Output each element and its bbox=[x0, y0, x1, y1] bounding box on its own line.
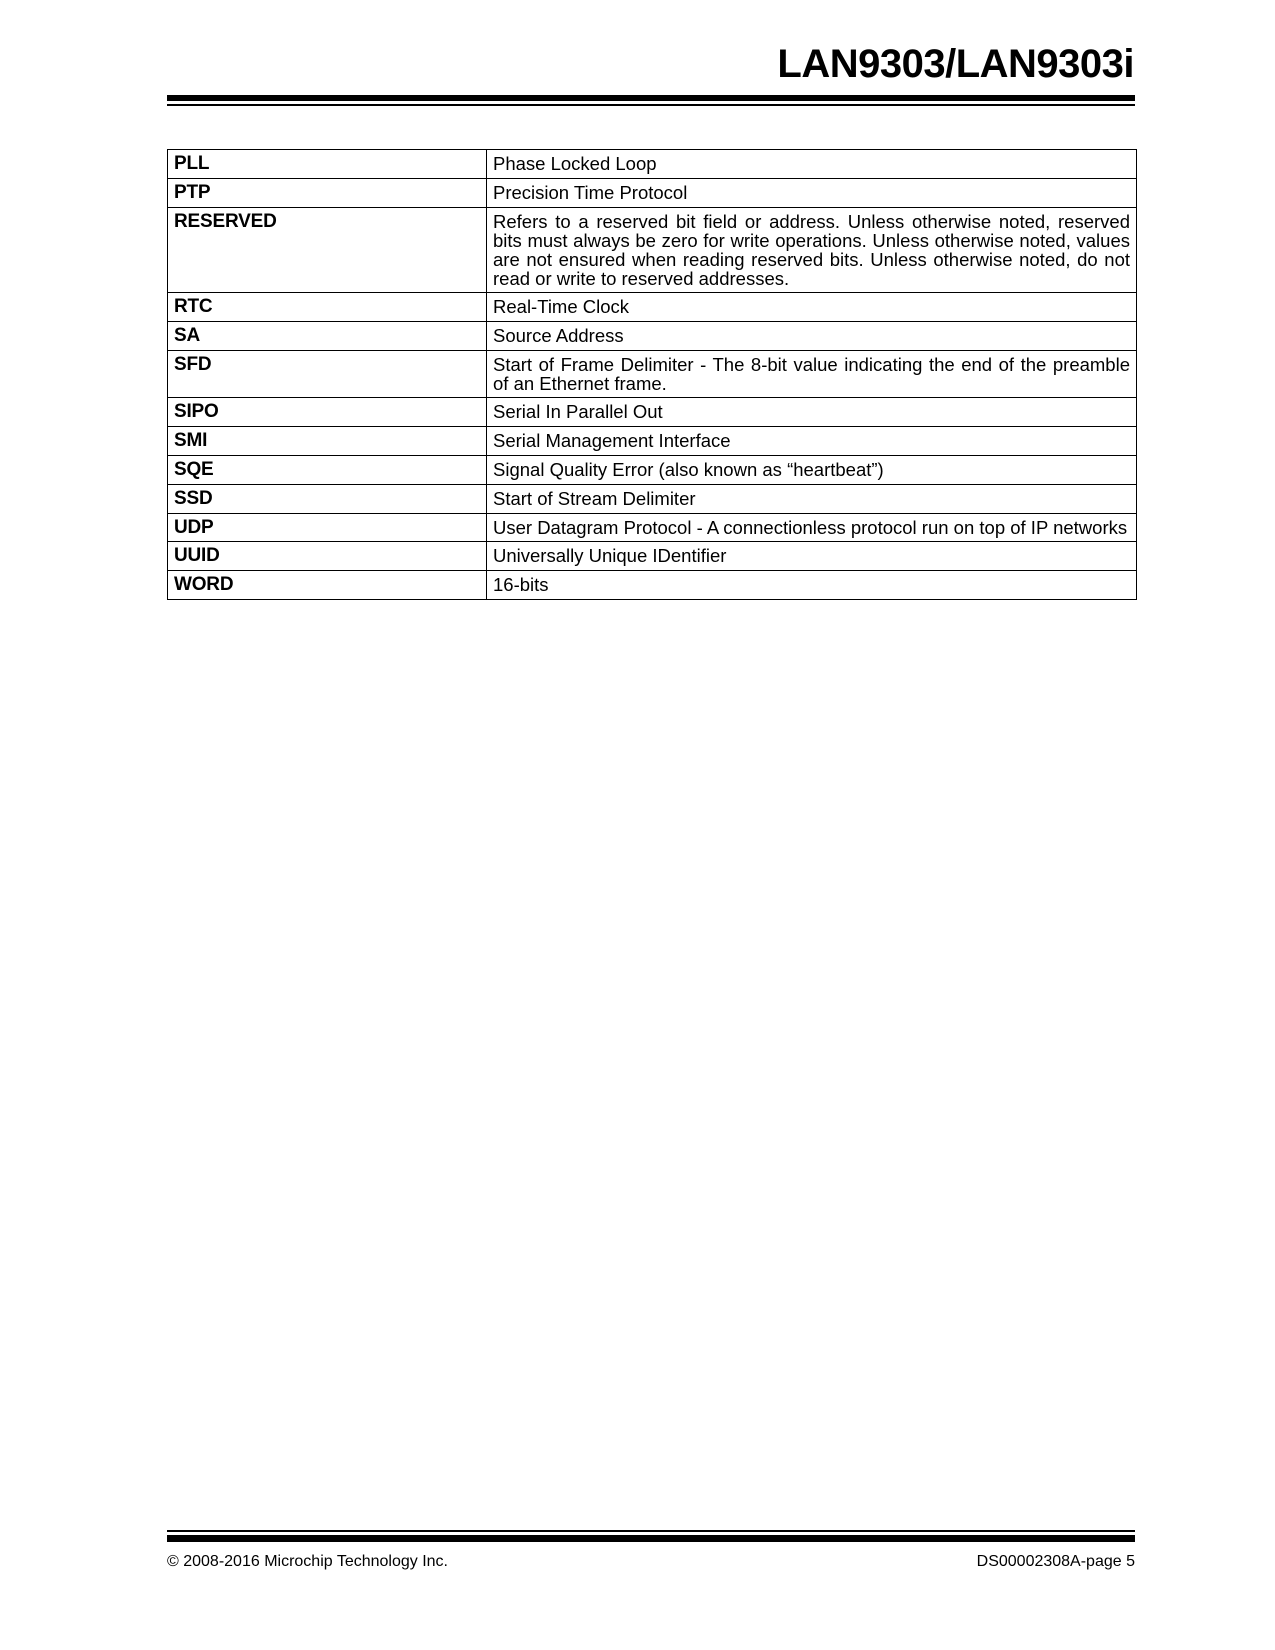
glossary-definition: Serial In Parallel Out bbox=[487, 398, 1137, 427]
glossary-term: PTP bbox=[168, 179, 487, 208]
glossary-definition: Real-Time Clock bbox=[487, 293, 1137, 322]
table-row bbox=[168, 514, 1137, 542]
header-rule-thick bbox=[167, 95, 1135, 101]
footer-rule-thick bbox=[167, 1535, 1135, 1542]
header-rule-thin bbox=[167, 104, 1135, 106]
table-row bbox=[168, 150, 1137, 179]
glossary-definition: Serial Management Interface bbox=[487, 427, 1137, 456]
footer-rule-thin bbox=[167, 1530, 1135, 1532]
table-row bbox=[168, 485, 1137, 514]
document-title: LAN9303/LAN9303i bbox=[777, 42, 1134, 86]
footer-copyright: © 2008-2016 Microchip Technology Inc. bbox=[167, 1553, 448, 1570]
glossary-term: SSD bbox=[168, 485, 487, 514]
glossary-term: RTC bbox=[168, 293, 487, 322]
table-row bbox=[168, 293, 1137, 322]
glossary-definition: Source Address bbox=[487, 322, 1137, 351]
table-row bbox=[168, 542, 1137, 571]
table-row bbox=[168, 322, 1137, 351]
glossary-definition: Refers to a reserved bit field or address. Unless otherwise noted, reserved bits must always be zero for write operations. Unless otherwise noted, values are not ensured when reading reserved bits. Unless otherwise noted, do not read or write to reserved addresses. bbox=[487, 208, 1137, 293]
glossary-definition: Signal Quality Error (also known as “heartbeat”) bbox=[487, 456, 1137, 485]
glossary-definition: Start of Stream Delimiter bbox=[487, 485, 1137, 514]
table-row bbox=[168, 351, 1137, 398]
glossary-definition: Phase Locked Loop bbox=[487, 150, 1137, 179]
table-row bbox=[168, 208, 1137, 293]
table-row bbox=[168, 571, 1137, 600]
glossary-term: SA bbox=[168, 322, 487, 351]
glossary-definition: 16-bits bbox=[487, 571, 1137, 600]
glossary-term: SQE bbox=[168, 456, 487, 485]
glossary-term: SIPO bbox=[168, 398, 487, 427]
table-row bbox=[168, 179, 1137, 208]
glossary-term: SMI bbox=[168, 427, 487, 456]
glossary-definition: Universally Unique IDentifier bbox=[487, 542, 1137, 571]
glossary-term: PLL bbox=[168, 150, 487, 179]
glossary-term: UDP bbox=[168, 514, 487, 542]
glossary-definition: Start of Frame Delimiter - The 8-bit value indicating the end of the preamble of an Ethernet frame. bbox=[487, 351, 1137, 398]
glossary-table bbox=[167, 149, 1137, 600]
table-row bbox=[168, 398, 1137, 427]
glossary-definition: User Datagram Protocol - A connectionless protocol run on top of IP networks bbox=[487, 514, 1137, 542]
glossary-term: RESERVED bbox=[168, 208, 487, 293]
glossary-term: SFD bbox=[168, 351, 487, 398]
glossary-term: WORD bbox=[168, 571, 487, 600]
table-row bbox=[168, 456, 1137, 485]
glossary-term: UUID bbox=[168, 542, 487, 571]
footer-page-ref: DS00002308A-page 5 bbox=[976, 1553, 1135, 1570]
glossary-definition: Precision Time Protocol bbox=[487, 179, 1137, 208]
table-row bbox=[168, 427, 1137, 456]
